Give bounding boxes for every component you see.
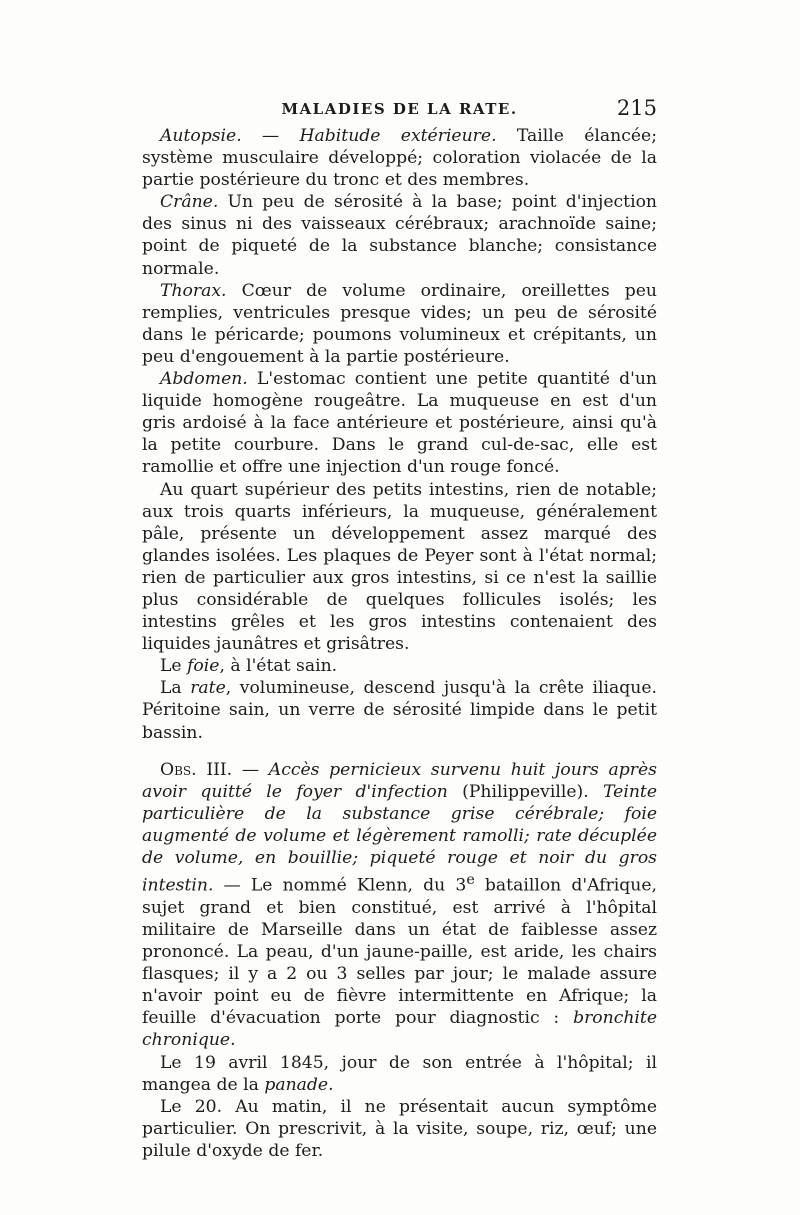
paragraph-vingt bbox=[142, 1096, 657, 1162]
obs-dash: — bbox=[232, 759, 269, 780]
rate-pre: La bbox=[160, 678, 191, 699]
crane-label: Crâne. bbox=[160, 192, 219, 213]
paragraph-avril bbox=[142, 1052, 657, 1096]
obs-diagnostic: bronchite chronique bbox=[142, 1008, 657, 1051]
crane-text: Un peu de sérosité à la base; point d'injection des sinus ni des vaisseaux cérébraux; arachnoïde saine; point de piqueté de la substance blanche; consistance normale. bbox=[142, 192, 657, 279]
vingt-text: Le 20. Au matin, il ne présentait aucun symptôme particulier. On prescrivit, à la visite, soupe, riz, œuf; une pilule d'oxyde de fer. bbox=[142, 1096, 657, 1161]
avril-word: panade bbox=[264, 1074, 329, 1095]
obs-place: (Philippeville). bbox=[447, 781, 604, 802]
foie-post: , à l'état sain. bbox=[219, 656, 338, 677]
running-title: MALADIES DE LA RATE. bbox=[281, 100, 518, 118]
page-header bbox=[142, 96, 657, 126]
autopsie-text: Taille élancée; système musculaire développé; coloration violacée de la partie postérieure du tronc et des membres. bbox=[142, 126, 657, 191]
foie-pre: Le bbox=[160, 656, 188, 677]
avril-end: . bbox=[328, 1074, 334, 1095]
obs-sup: e bbox=[466, 872, 475, 889]
paragraph-rate bbox=[142, 677, 657, 743]
rate-word: rate bbox=[190, 678, 226, 699]
obs-title-2: Teinte particulière de la substance grise cérébrale; foie augmenté de volume et légèrement ramolli; rate décuplée de volume, en bouillie; piqueté rouge et noir du gros intestin. bbox=[142, 781, 657, 896]
page-number: 215 bbox=[616, 96, 657, 120]
body-text bbox=[142, 125, 657, 1162]
paragraph-abdomen bbox=[142, 368, 657, 478]
paragraph-foie bbox=[142, 655, 657, 677]
obs-label: Obs. III. bbox=[160, 759, 233, 780]
obs-title-1: Accès pernicieux survenu huit jours après avoir quitté le foyer d'infection bbox=[142, 759, 657, 802]
paragraph-thorax bbox=[142, 280, 657, 368]
foie-word: foie bbox=[187, 656, 220, 677]
thorax-text: Cœur de volume ordinaire, oreillettes peu remplies, ventricules presque vides; un peu de sérosité dans le péricarde; poumons volumineux et crépitants, un peu d'engouement à la partie postérieure. bbox=[142, 280, 657, 367]
thorax-label: Thorax. bbox=[160, 280, 227, 301]
paragraph-crane bbox=[142, 191, 657, 279]
paragraph-autopsie bbox=[142, 125, 657, 191]
obs-text-1: — Le nommé Klenn, du 3 bbox=[213, 875, 467, 896]
rate-post: , volumineuse, descend jusqu'à la crête iliaque. Péritoine sain, un verre de sérosité limpide dans le petit bassin. bbox=[142, 678, 658, 743]
avril-text: Le 19 avril 1845, jour de son entrée à l'hôpital; il mangea de la bbox=[142, 1052, 657, 1095]
autopsie-label: Autopsie. — Habitude extérieure. bbox=[160, 126, 497, 146]
paragraph-observation bbox=[142, 759, 657, 1052]
abdomen-text: L'estomac contient une petite quantité d'un liquide homogène rougeâtre. La muqueuse en est d'un gris ardoisé à la face antérieure et postérieure, ainsi qu'à la petite courbure. Dans le grand cul-de-sac, elle est ramollie et offre une injection d'un rouge foncé. bbox=[142, 369, 657, 478]
intestins-text: Au quart supérieur des petits intestins, rien de notable; aux trois quarts inférieurs, la muqueuse, généralement pâle, présente un développement assez marqué des glandes isolées. Les plaques de Peyer sont à l'état normal; rien de particulier aux gros intestins, si ce n'est la saillie plus considérable de quelques follicules isolés; les intestins grêles et les gros intestins contenaient des liquides jaunâtres et grisâtres. bbox=[142, 479, 657, 655]
obs-end: . bbox=[230, 1030, 236, 1051]
abdomen-label: Abdomen. bbox=[160, 369, 248, 390]
obs-text-2: bataillon d'Afrique, sujet grand et bien constitué, est arrivé à l'hôpital militaire de Marseille dans un état de faiblesse assez prononcé. La peau, d'un jaune-paille, est aride, les chairs flasques; il y a 2 ou 3 selles par jour; le malade assure n'avoir point eu de fièvre intermittente en Afrique; la feuille d'évacuation porte pour diagnostic : bbox=[142, 875, 658, 1029]
paragraph-intestins bbox=[142, 479, 657, 656]
